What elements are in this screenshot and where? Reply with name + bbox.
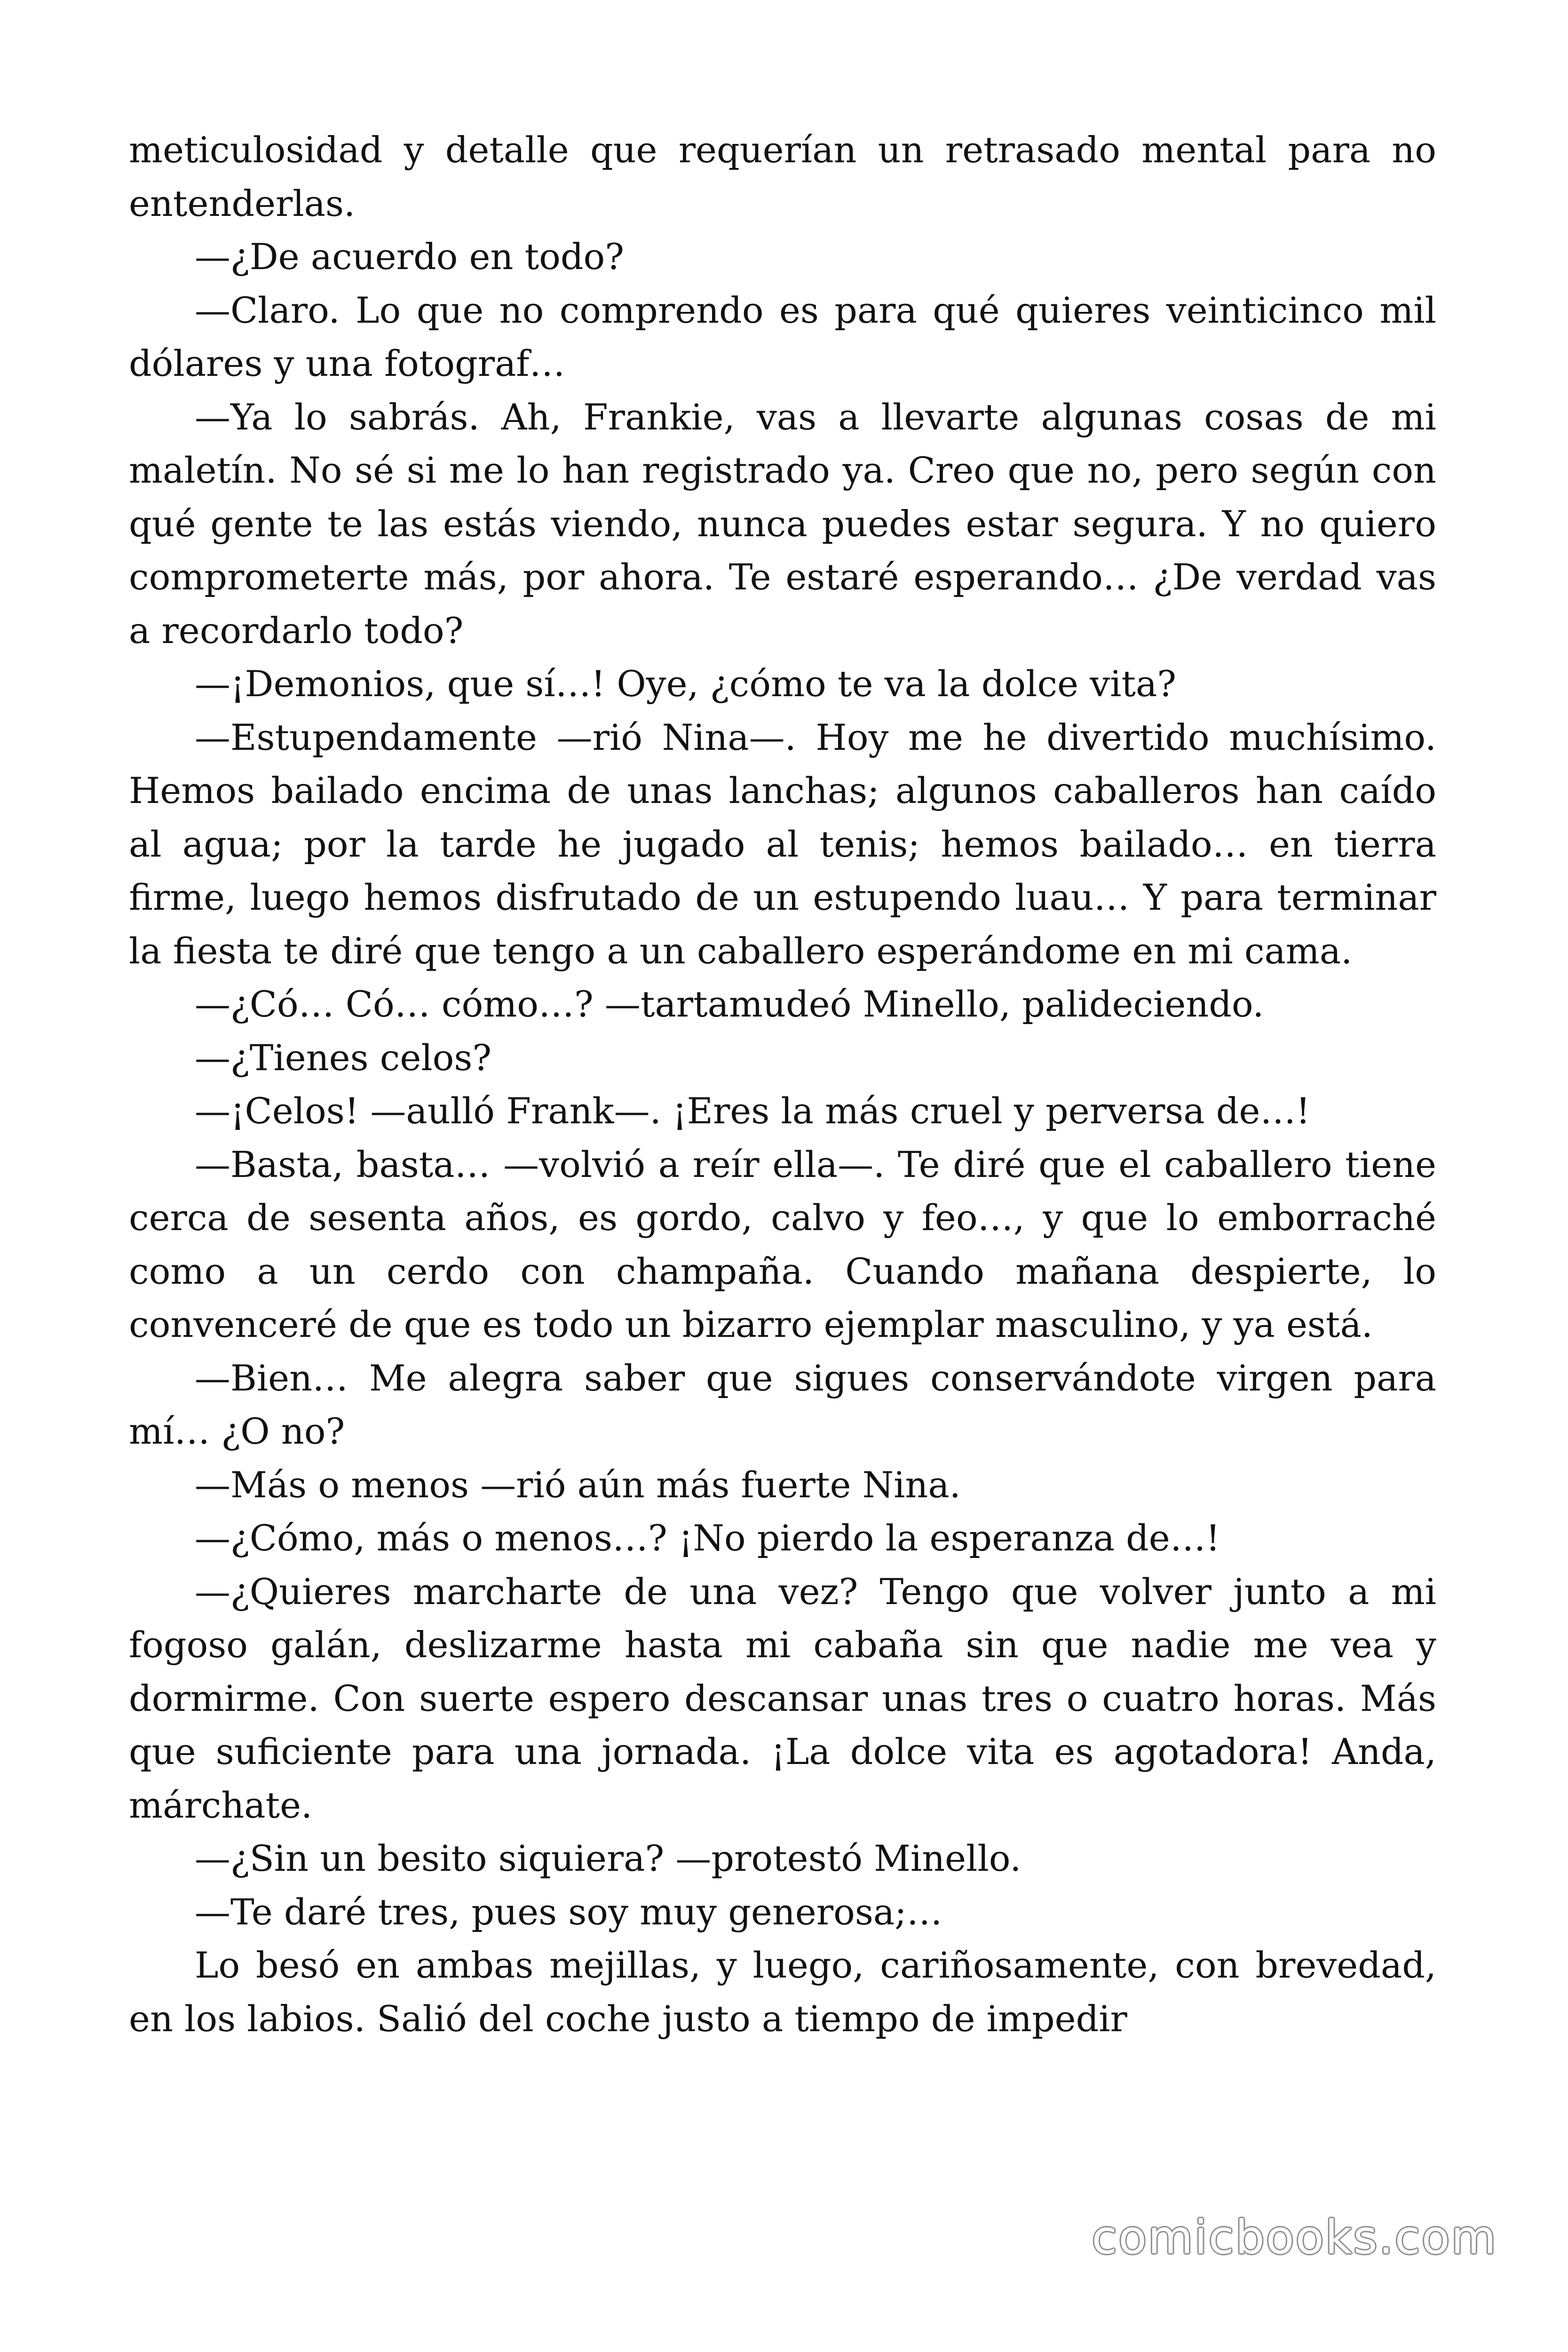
paragraph-15: —¿Sin un besito siquiera? —protestó Minello.	[195, 1837, 1022, 1879]
paragraph-13: —¿Cómo, más o menos…? ¡No pierdo la esperanza de…!	[195, 1517, 1220, 1559]
paragraph-2: —¿De acuerdo en todo?	[195, 236, 625, 278]
body-text	[129, 123, 1436, 2045]
paragraph-4: —Ya lo sabrás. Ah, Frankie, vas a llevarte algunas cosas de mi maletín. No sé si me lo han registrado ya. Creo que no, pero según con qué gente te las estás viendo, nunca puedes estar segura. Y no quiero comprometerte más, por ahora. Te estaré esperando… ¿De verdad vas a recordarlo todo?	[129, 396, 1436, 652]
paragraph-9: —¡Celos! —aulló Frank—. ¡Eres la más cruel y perversa de…!	[195, 1090, 1310, 1132]
watermark: comicbooks.com	[1092, 2211, 1497, 2265]
paragraph-17: Lo besó en ambas mejillas, y luego, cariñosamente, con brevedad, en los labios. Salió del coche justo a tiempo de impedir	[129, 1944, 1436, 2040]
paragraph-14: —¿Quieres marcharte de una vez? Tengo que volver junto a mi fogoso galán, deslizarme hasta mi cabaña sin que nadie me vea y dormirme. Con suerte espero descansar unas tres o cuatro horas. Más que suficiente para una jornada. ¡La dolce vita es agotadora! Anda, márchate.	[129, 1570, 1436, 1826]
paragraph-3: —Claro. Lo que no comprendo es para qué quieres veinticinco mil dólares y una fotograf…	[129, 289, 1436, 384]
paragraph-5: —¡Demonios, que sí…! Oye, ¿cómo te va la dolce vita?	[195, 663, 1177, 705]
paragraph-6: —Estupendamente —rió Nina—. Hoy me he divertido muchísimo. Hemos bailado encima de unas lanchas; algunos caballeros han caído al agua; por la tarde he jugado al tenis; hemos bailado… en tierra firme, luego hemos disfrutado de un estupendo luau… Y para terminar la fiesta te diré que tengo a un caballero esperándome en mi cama.	[129, 716, 1436, 972]
paragraph-10: —Basta, basta… —volvió a reír ella—. Te diré que el caballero tiene cerca de sesenta años, es gordo, calvo y feo…, y que lo emborraché como a un cerdo con champaña. Cuando mañana despierte, lo convenceré de que es todo un bizarro ejemplar masculino, y ya está.	[129, 1143, 1436, 1345]
paragraph-12: —Más o menos —rió aún más fuerte Nina.	[195, 1463, 961, 1506]
paragraph-8: —¿Tienes celos?	[195, 1036, 492, 1079]
paragraph-16: —Te daré tres, pues soy muy generosa;…	[195, 1891, 942, 1933]
paragraph-1: meticulosidad y detalle que requerían un retrasado mental para no entenderlas.	[129, 129, 1436, 224]
paragraph-11: —Bien… Me alegra saber que sigues conservándote virgen para mí… ¿O no?	[129, 1357, 1436, 1452]
paragraph-7: —¿Có… Có… cómo…? —tartamudeó Minello, palideciendo.	[195, 983, 1264, 1025]
